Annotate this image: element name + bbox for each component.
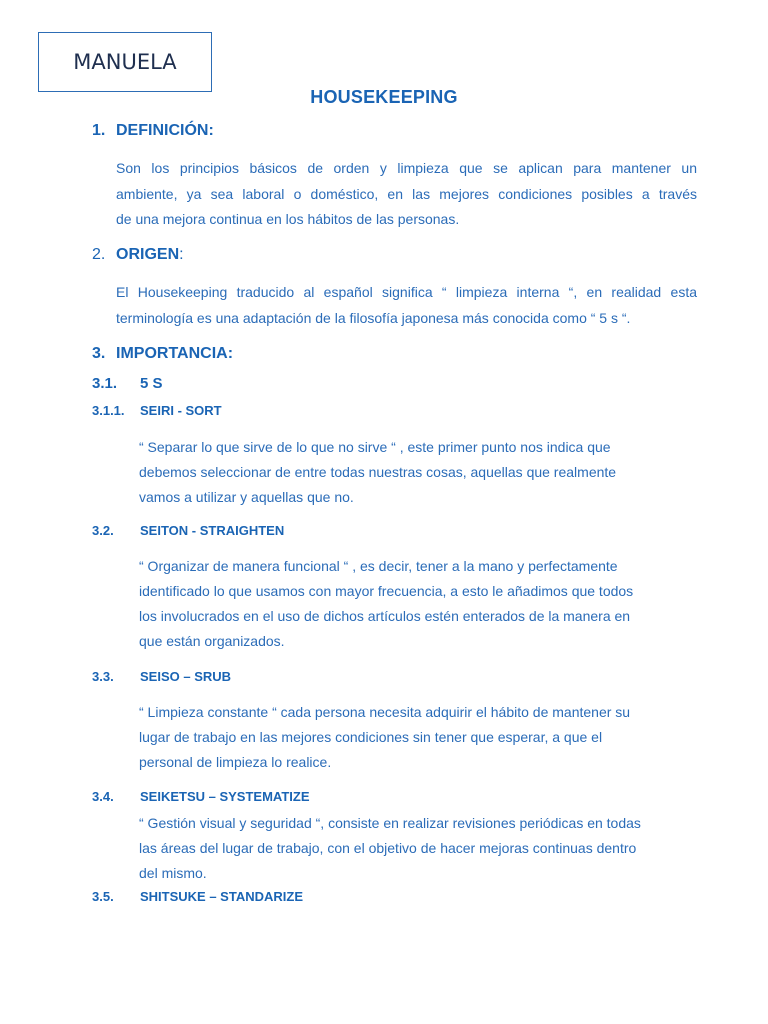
paragraph-line: ambiente, ya sea laboral o doméstico, en las mejores condiciones posibles a través — [116, 185, 697, 202]
paragraph-line: de una mejora continua en los hábitos de las personas. — [116, 211, 460, 227]
section-heading-origen — [92, 246, 184, 264]
item-number: 3.2. — [92, 523, 114, 538]
section-number: 1. — [92, 122, 106, 139]
section-heading-importancia — [92, 345, 233, 363]
item-title: SEITON - STRAIGHTEN — [140, 523, 285, 538]
item-number: 3.3. — [92, 669, 114, 684]
paragraph-line: “ Separar lo que sirve de lo que no sirve “ , este primer punto nos indica que — [139, 439, 611, 455]
name-box — [38, 32, 212, 92]
paragraph-line: El Housekeeping traducido al español significa “ limpieza interna “, en realidad esta — [116, 284, 697, 300]
paragraph-line: Son los principios básicos de orden y limpieza que se aplican para mantener un — [116, 160, 697, 176]
section-paragraph-definicion — [116, 156, 697, 233]
item-title: SEIRI - SORT — [140, 403, 222, 418]
item-heading-shitsuke — [92, 889, 303, 904]
paragraph-line: que están organizados. — [139, 633, 285, 649]
name-label: MANUELA — [73, 50, 177, 74]
item-number: 3.4. — [92, 789, 114, 804]
subsection-heading-5s — [92, 375, 163, 392]
paragraph-line: “ Limpieza constante “ cada persona necesita adquirir el hábito de mantener su — [139, 704, 631, 720]
item-title: SHITSUKE – STANDARIZE — [140, 889, 303, 904]
item-number: 3.1.1. — [92, 403, 125, 418]
section-title: IMPORTANCIA: — [116, 345, 234, 362]
item-number: 3.5. — [92, 889, 114, 904]
paragraph-line: los involucrados en el uso de dichos artículos estén enterados de la manera en — [139, 608, 631, 624]
item-title: SEISO – SRUB — [140, 669, 232, 684]
section-title: ORIGEN — [116, 246, 180, 263]
section-title-suffix: : — [179, 246, 184, 263]
item-paragraph-seiso — [139, 700, 699, 775]
item-heading-seiri — [92, 403, 222, 418]
document-title: HOUSEKEEPING — [310, 87, 458, 107]
paragraph-line: las áreas del lugar de trabajo, con el objetivo de hacer mejoras continuas dentro — [139, 840, 637, 856]
item-heading-seiso — [92, 669, 231, 684]
item-title: SEIKETSU – SYSTEMATIZE — [140, 789, 310, 804]
item-paragraph-seiketsu — [139, 811, 699, 886]
paragraph-line: vamos a utilizar y aquellas que no. — [139, 489, 354, 505]
section-number: 3. — [92, 345, 106, 362]
section-number: 2. — [92, 246, 106, 263]
paragraph-line: personal de limpieza lo realice. — [139, 754, 332, 770]
item-paragraph-seiri — [139, 435, 699, 510]
paragraph-line: del mismo. — [139, 865, 207, 881]
paragraph-line: terminología es una adaptación de la filosofía japonesa más conocida como “ 5 s “. — [116, 309, 631, 326]
paragraph-line: “ Gestión visual y seguridad “, consiste en realizar revisiones periódicas en todas — [139, 815, 641, 831]
subsection-title: 5 S — [140, 375, 163, 392]
item-heading-seiton — [92, 523, 284, 538]
paragraph-line: debemos seleccionar de entre todas nuestras cosas, aquellas que realmente — [139, 464, 617, 480]
section-paragraph-origen — [116, 280, 697, 331]
paragraph-line: “ Organizar de manera funcional “ , es decir, tener a la mano y perfectamente — [139, 558, 618, 574]
paragraph-line: lugar de trabajo en las mejores condiciones sin tener que esperar, a que el — [139, 729, 603, 745]
subsection-number: 3.1. — [92, 375, 118, 392]
section-title: DEFINICIÓN: — [116, 122, 214, 139]
paragraph-line: identificado lo que usamos con mayor frecuencia, a esto le añadimos que todos — [139, 583, 634, 599]
item-paragraph-seiton — [139, 554, 699, 654]
item-heading-seiketsu — [92, 789, 310, 804]
section-heading-definicion — [92, 122, 214, 140]
